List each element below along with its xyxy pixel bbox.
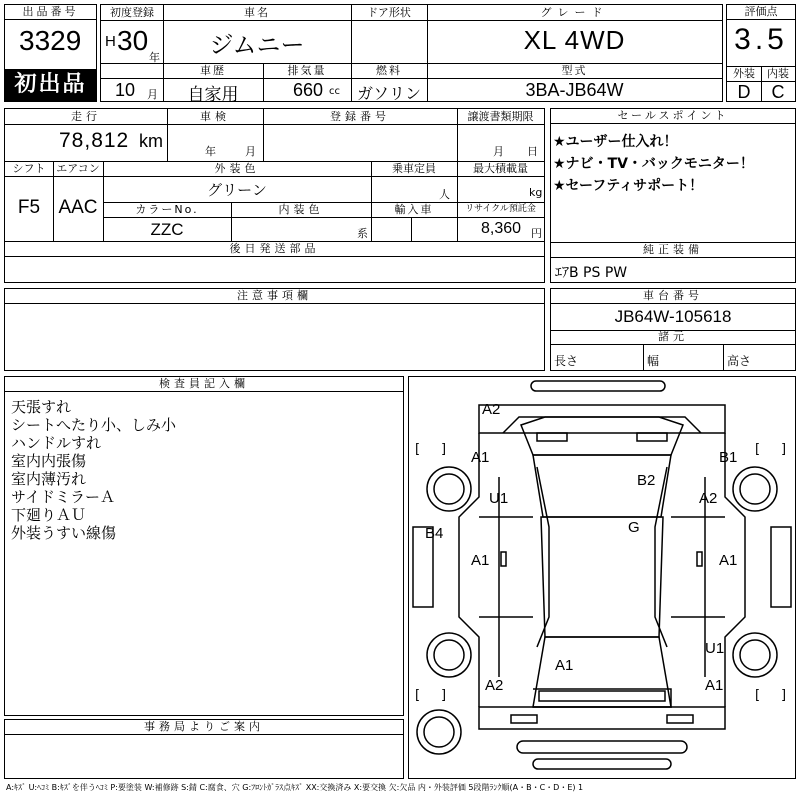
lot-number: 3329 [19, 25, 82, 56]
damage-mark: B1 [719, 449, 738, 466]
lot-box [4, 4, 97, 102]
length-label: 長さ [554, 354, 579, 368]
interior-grade: C [771, 82, 785, 102]
svg-text:]: ] [781, 442, 787, 457]
interior-color-unit: 系 [357, 227, 368, 240]
first-listing-badge: 初出品 [5, 69, 96, 101]
damage-mark: A1 [719, 552, 738, 569]
first-reg-month: 10 [115, 80, 136, 100]
color-label: 外装色 [214, 162, 260, 175]
svg-text:[: [ [755, 442, 761, 457]
shift-value: F5 [17, 197, 41, 218]
history-label: 車歴 [200, 64, 226, 77]
score-box [726, 4, 796, 102]
inspection-year-unit: 年 [205, 145, 216, 158]
load-label: 最大積載量 [473, 162, 528, 175]
transfer-deadline-label: 譲渡書類期限 [467, 110, 534, 123]
sales-point-line: ★ユーザー仕入れ！ [553, 134, 678, 150]
vehicle-history: 自家用 [187, 85, 239, 105]
grade-label: グレード [540, 6, 609, 19]
cc-label: 排気量 [287, 64, 327, 77]
chassis-box [550, 288, 796, 371]
chassis-label: 車台番号 [551, 289, 795, 304]
inspector-note: 天張すれ [11, 398, 72, 416]
year-unit: 年 [149, 51, 160, 64]
capacity-unit: 人 [439, 188, 450, 201]
svg-text:[: [ [415, 442, 421, 457]
exterior-color: グリーン [207, 181, 267, 199]
fuel-type: ガソリン [356, 84, 421, 103]
damage-mark: B4 [425, 525, 444, 542]
office-label: 事務局よりご案内 [5, 720, 403, 735]
era: H [105, 33, 116, 50]
import-label: 輸入車 [394, 203, 434, 216]
equipment-box [550, 242, 796, 283]
interior-label: 内装 [767, 67, 789, 80]
color-no-label: カラーNo. [135, 203, 199, 216]
damage-mark: G [628, 519, 640, 536]
load-unit: kg [529, 186, 543, 199]
damage-mark: A2 [485, 677, 504, 694]
exterior-grade: D [737, 82, 751, 102]
damage-mark: A2 [699, 490, 718, 507]
specs-label: 諸元 [551, 330, 795, 345]
damage-mark: A1 [471, 449, 490, 466]
color-number: ZZC [150, 220, 184, 239]
transfer-day-unit: 日 [527, 145, 538, 158]
mileage-unit: km [139, 131, 163, 151]
sales-point-box [550, 108, 796, 243]
chassis-number: JB64W-105618 [614, 307, 732, 326]
recycle-label: リサイクル預託金 [465, 204, 536, 214]
car-diagram [408, 376, 796, 779]
score-value: 3.5 [734, 23, 788, 56]
ac-label: エアコン [56, 162, 100, 175]
inspector-note: 下廻りＡＵ [11, 506, 87, 524]
svg-text:[: [ [415, 688, 421, 703]
score-label: 評価点 [727, 5, 795, 20]
grade: XL 4WD [523, 25, 626, 55]
equipment-label: 純正装備 [551, 243, 795, 258]
shift-label: シフト [12, 162, 46, 175]
sales-point-label: セールスポイント [551, 109, 795, 124]
cc-unit: cc [329, 86, 340, 97]
inspector-note: 外装うすい線傷 [11, 524, 117, 542]
fuel-label: 燃料 [376, 64, 402, 77]
first-reg-label: 初度登録 [110, 6, 154, 19]
later-parts-label: 後日発送部品 [5, 242, 544, 257]
model-code: 3BA-JB64W [525, 80, 624, 100]
sales-point-line: ★セーフティサポート！ [553, 178, 704, 194]
sales-point-line: ★ナビ・TV・バックモニター！ [553, 156, 754, 172]
interior-color-label: 内装色 [278, 203, 324, 216]
first-reg-year: 30 [117, 25, 149, 56]
damage-mark: B2 [637, 472, 656, 489]
car-name-label: 車名 [244, 6, 270, 19]
damage-mark: U1 [705, 640, 725, 657]
main-info-box [100, 4, 723, 105]
width-label: 幅 [647, 354, 660, 368]
inspector-note: シートへたり小、しみ小 [11, 416, 177, 434]
car-outline [409, 377, 795, 778]
equipment-value: ｴｱB PS PW [555, 265, 628, 281]
svg-text:]: ] [441, 442, 447, 457]
ac-value: AAC [58, 197, 98, 218]
capacity-label: 乗車定員 [392, 162, 436, 175]
inspector-note: サイドミラーＡ [11, 488, 115, 506]
damage-mark: A1 [471, 552, 490, 569]
inspection-label: 車検 [200, 110, 230, 123]
damage-legend: A:ｷｽﾞ U:ﾍｺﾐ B:ｷｽﾞを伴うﾍｺﾐ P:要塗装 W:補修跡 S:錆 C:腐食、穴 G:ﾌﾛﾝﾄｶﾞﾗｽ点ｷｽﾞ XX:交換済み X:要交換 欠:欠品 内・外装評価 5段階ﾗﾝｸ順(A・B・C・D・E) 1 [6, 783, 584, 792]
model-label: 型式 [561, 64, 588, 77]
svg-text:]: ] [441, 688, 447, 703]
damage-mark: A1 [555, 657, 574, 674]
displacement: 660 [293, 80, 324, 100]
damage-mark: A2 [482, 401, 501, 418]
office-box [4, 719, 404, 779]
transfer-month-unit: 月 [493, 145, 504, 158]
notes-box [4, 288, 545, 371]
mileage-value: 78,812 [59, 129, 130, 152]
damage-mark: A1 [705, 677, 724, 694]
inspector-box [4, 376, 404, 716]
inspector-note: ハンドルすれ [11, 434, 102, 452]
later-parts-box [4, 241, 545, 283]
inspector-note: 室内薄汚れ [11, 470, 87, 488]
mileage-label: 走行 [71, 110, 101, 123]
damage-mark: U1 [489, 490, 509, 507]
plate-label: 登録番号 [330, 110, 390, 123]
car-name: ジムニー [209, 31, 305, 59]
exterior-label: 外装 [733, 67, 755, 80]
door-label: ドア形状 [367, 6, 411, 19]
inspector-note: 室内内張傷 [11, 452, 87, 470]
inspection-month-unit: 月 [245, 145, 256, 158]
recycle-unit: 円 [531, 227, 542, 240]
svg-text:]: ] [781, 688, 787, 703]
notes-label: 注意事項欄 [5, 289, 544, 304]
inspector-label: 検査員記入欄 [5, 377, 403, 392]
month-unit: 月 [147, 88, 158, 101]
details-box [4, 108, 545, 242]
svg-text:[: [ [755, 688, 761, 703]
recycle-fee: 8,360 [481, 220, 522, 237]
lot-label: 出品番号 [5, 5, 96, 20]
height-label: 高さ [727, 354, 752, 368]
